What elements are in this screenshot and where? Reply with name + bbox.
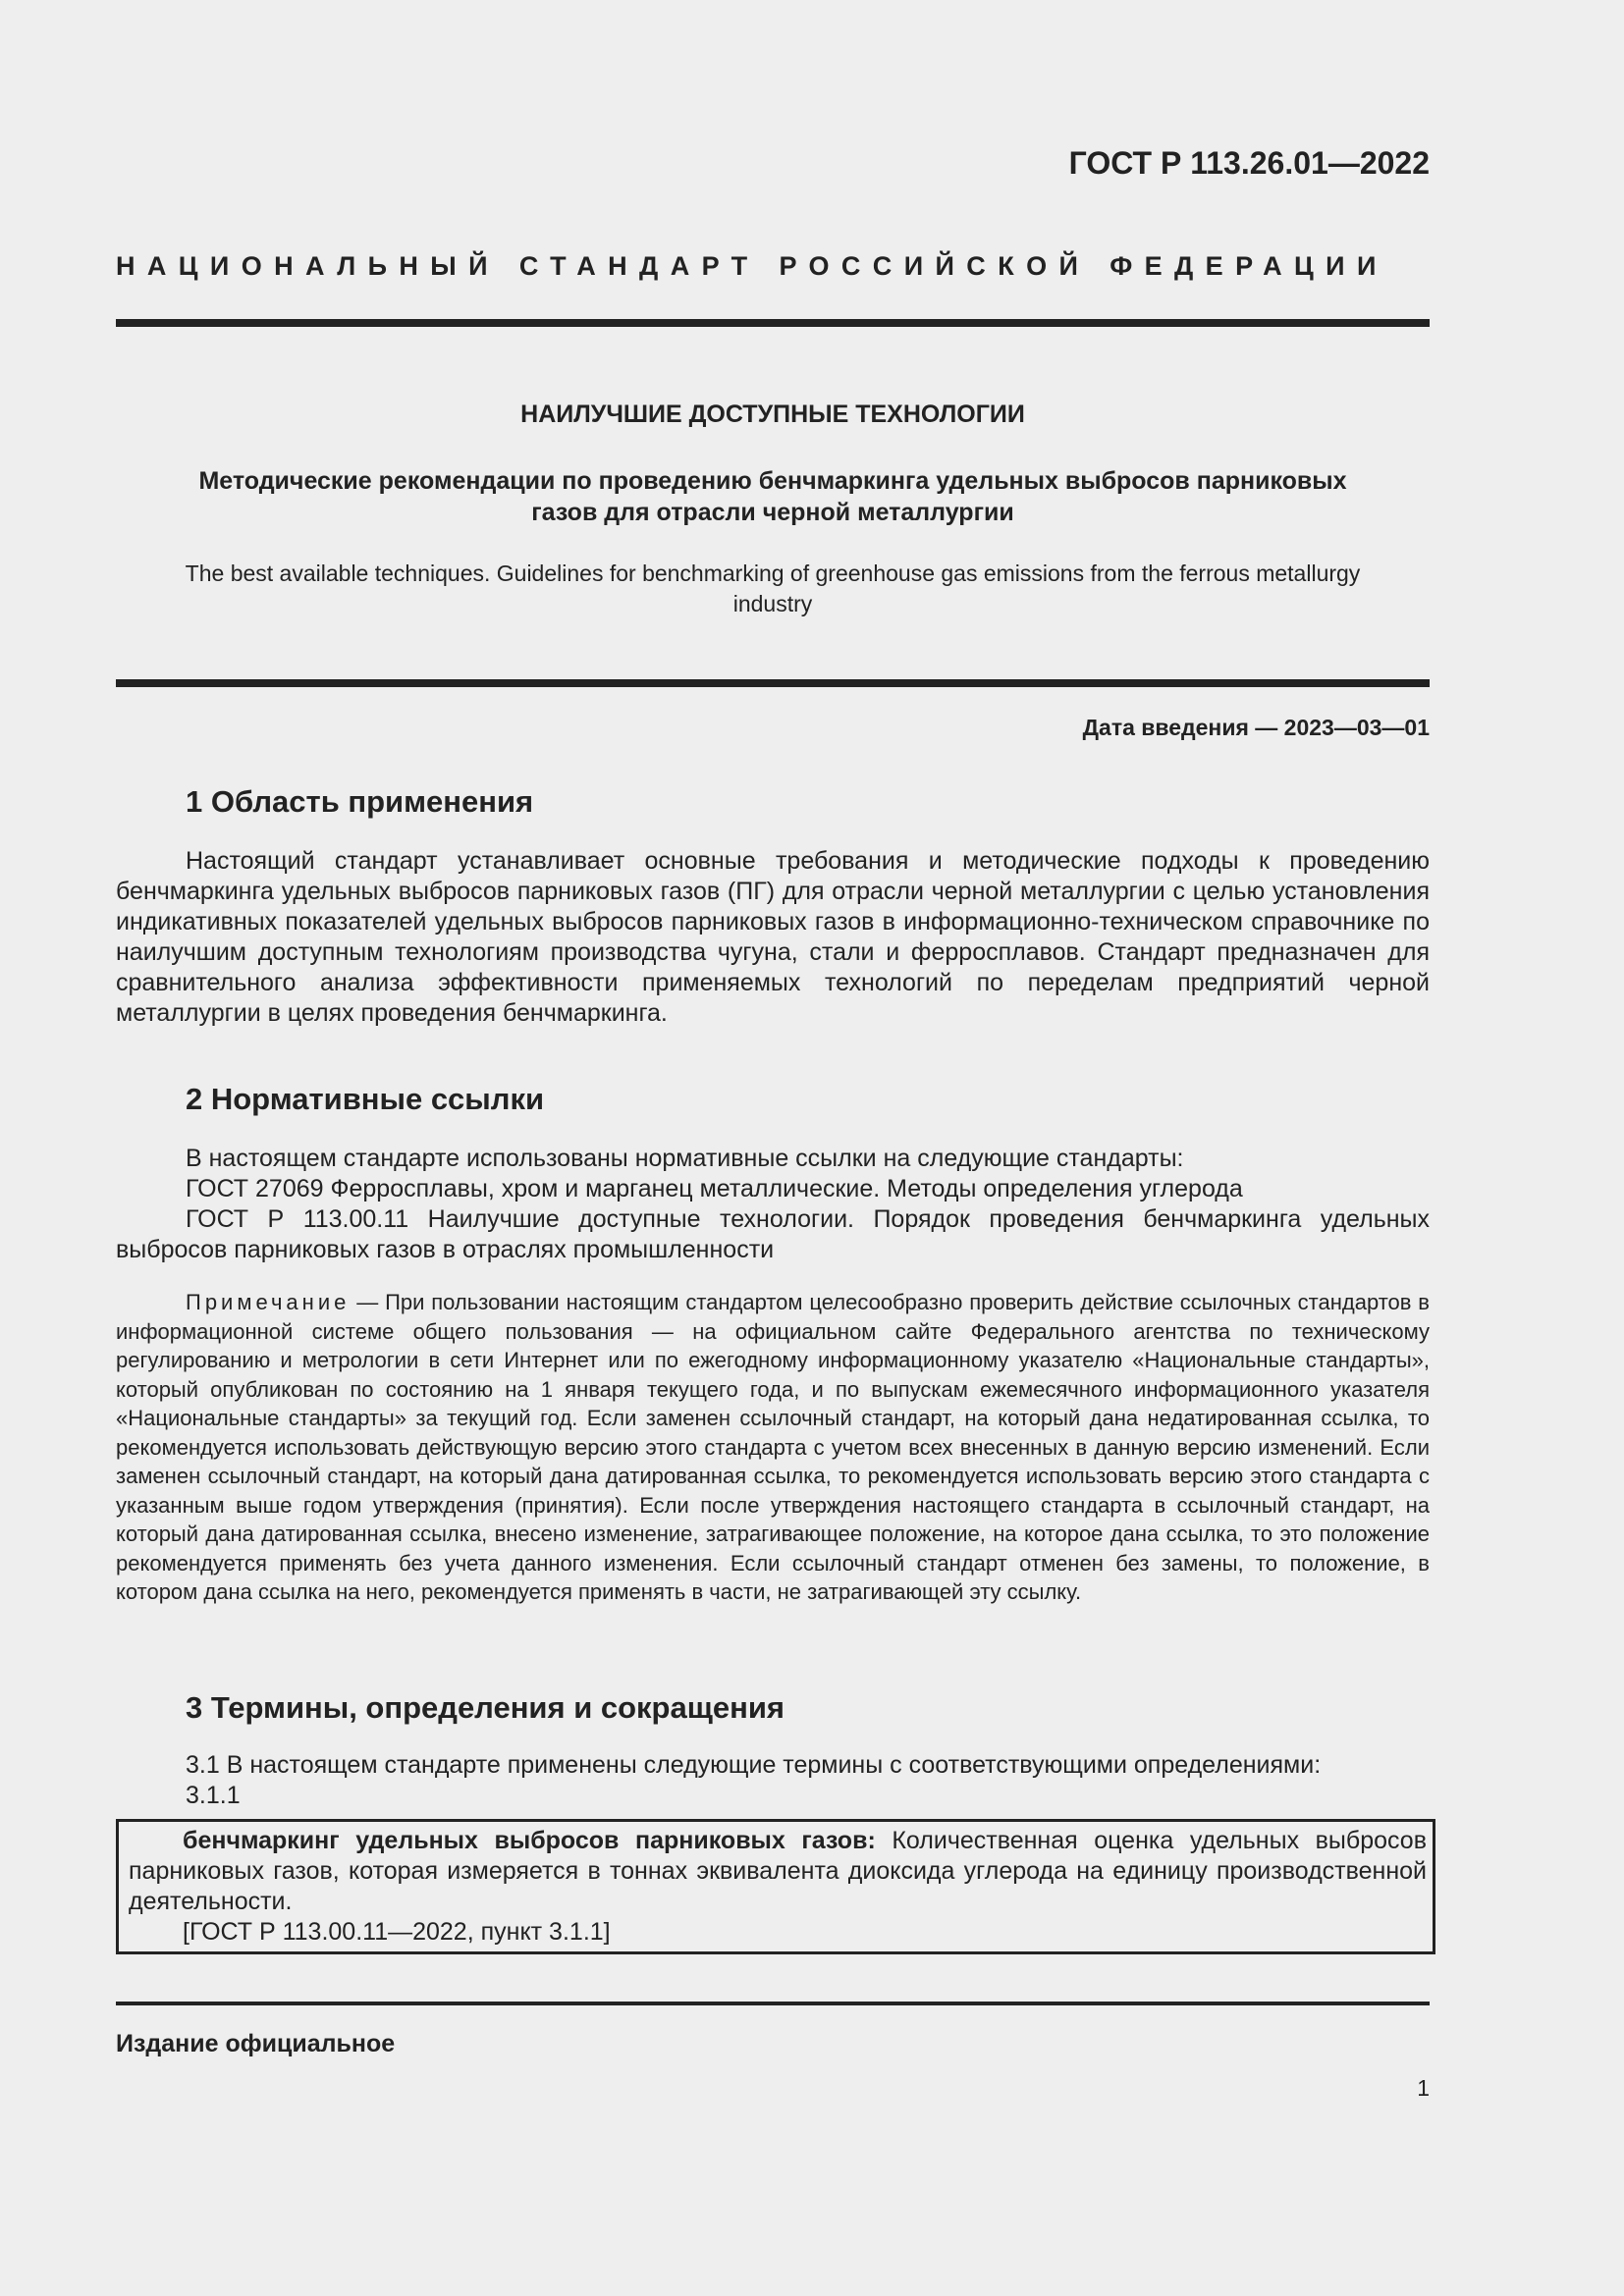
term-definition-box bbox=[116, 1819, 1435, 1954]
paragraph: В настоящем стандарте использованы нормативные ссылки на следующие стандарты: bbox=[186, 1145, 1184, 1172]
page-number: 1 bbox=[1417, 2075, 1430, 2101]
document-title: НАИЛУЧШИЕ ДОСТУПНЫЕ ТЕХНОЛОГИИ bbox=[520, 400, 1025, 428]
note-block bbox=[116, 1288, 1430, 1607]
subtitle-line: газов для отрасли черной металлургии bbox=[531, 499, 1014, 526]
national-standard-banner: НАЦИОНАЛЬНЫЙ СТАНДАРТ РОССИЙСКОЙ ФЕДЕРАЦИИ bbox=[116, 251, 1388, 281]
subtitle-line: Методические рекомендации по проведению бенчмаркинга удельных выбросов парниковых bbox=[198, 467, 1347, 495]
paragraph: 3.1 В настоящем стандарте применены следующие термины с соответствующими определениями: bbox=[186, 1751, 1322, 1779]
note-label: Примечание bbox=[186, 1290, 351, 1314]
document-code: ГОСТ Р 113.26.01—2022 bbox=[1068, 145, 1430, 181]
section-3-body bbox=[116, 1750, 1430, 1811]
term: бенчмаркинг удельных выбросов парниковых газов: bbox=[183, 1827, 876, 1854]
section-2-heading: 2 Нормативные ссылки bbox=[186, 1082, 545, 1116]
document-subtitle bbox=[116, 465, 1430, 528]
english-title-line: industry bbox=[732, 591, 813, 616]
section-3-heading: 3 Термины, определения и сокращения bbox=[186, 1690, 785, 1725]
section-2-body bbox=[116, 1144, 1430, 1265]
paragraph: Настоящий стандарт устанавливает основные требования и методические подходы к проведению бенчмаркинга удельных выбросов парниковых газов (ПГ) для отрасли черной металлургии с целью установления индикативных показателей удельных выбросов парниковых газов в информационно-техническом справочнике по наилучшим доступным технологиям производства чугуна, стали и ферросплавов. Стандарт предназначен для сравнительного анализа эффективности применяемых технологий по переделам предприятий черной металлургии в целях проведения бенчмаркинга. bbox=[116, 847, 1430, 1027]
normative-reference: ГОСТ Р 113.00.11 Наилучшие доступные технологии. Порядок проведения бенчмаркинга удельных выбросов парниковых газов в отраслях промышленности bbox=[116, 1205, 1430, 1263]
term-definition: Количественная оценка удельных выбросов парниковых газов, которая измеряется в тоннах эквивалента диоксида углерода на единицу производственной деятельности. bbox=[129, 1827, 1427, 1915]
introduction-date: Дата введения — 2023—03—01 bbox=[1082, 715, 1430, 740]
term-source: [ГОСТ Р 113.00.11—2022, пункт 3.1.1] bbox=[183, 1918, 611, 1946]
english-title bbox=[116, 559, 1430, 619]
english-title-line: The best available techniques. Guidelines for benchmarking of greenhouse gas emissions from the ferrous metallurgy bbox=[185, 561, 1361, 586]
note-text: — При пользовании настоящим стандартом целесообразно проверить действие ссылочных стандартов в информационной системе общего пользования — на официальном сайте Федерального агентства по техническому регулированию и метрологии в сети Интернет или по ежегодному информационному указателю «Национальные стандарты», который опубликован по состоянию на 1 января текущего года, и по выпускам ежемесячного информационного указателя «Национальные стандарты» за текущий год. Если заменен ссылочный стандарт, на который дана недатированная ссылка, то рекомендуется использовать действующую версию этого стандарта с учетом всех внесенных в данную версию изменений. Если заменен ссылочный стандарт, на который дана датированная ссылка, то рекомендуется использовать версию этого стандарта с указанным выше годом утверждения (принятия). Если после утверждения настоящего стандарта в ссылочный стандарт, на который дана датированная ссылка, внесено изменение, затрагивающее положение, на которое дана ссылка, то это положение рекомендуется применять без учета данного изменения. Если ссылочный стандарт отменен без замены, то положение, в котором дана ссылка на него, рекомендуется применять в части, не затрагивающей эту ссылку. bbox=[116, 1290, 1430, 1604]
section-1-heading: 1 Область применения bbox=[186, 784, 534, 819]
term-number: 3.1.1 bbox=[186, 1782, 241, 1809]
top-divider bbox=[116, 319, 1430, 327]
official-edition-label: Издание официальное bbox=[116, 2030, 396, 2057]
title-divider bbox=[116, 679, 1430, 687]
section-1-body bbox=[116, 846, 1430, 1029]
footer-divider bbox=[116, 2002, 1430, 2005]
normative-reference: ГОСТ 27069 Ферросплавы, хром и марганец металлические. Методы определения углерода bbox=[186, 1175, 1243, 1202]
